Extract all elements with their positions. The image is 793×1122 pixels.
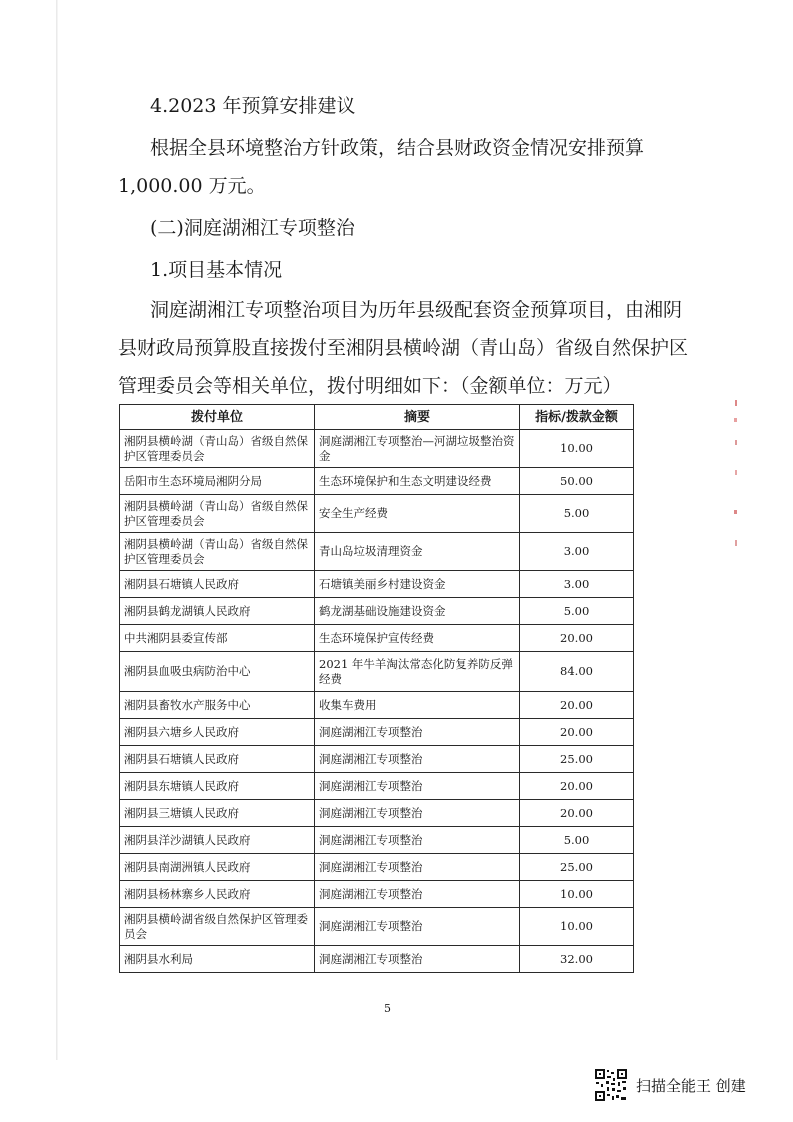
cell-amount: 25.00: [520, 854, 634, 881]
cell-summary: 洞庭湖湘江专项整治: [315, 946, 520, 973]
intro-line-1: 洞庭湖湘江专项整治项目为历年县级配套资金预算项目，由湘阴: [150, 299, 683, 321]
table-header-row: [120, 405, 634, 430]
cell-amount: 10.00: [520, 430, 634, 468]
cell-unit: 湘阴县石塘镇人民政府: [120, 571, 315, 598]
intro-line-3: 管理委员会等相关单位，拨付明细如下：（金额单位：万元）: [118, 375, 622, 397]
cell-amount: 5.00: [520, 598, 634, 625]
cell-summary: 2021 年牛羊淘汰常态化防复养防反弹经费: [315, 652, 520, 692]
cell-unit: 湘阴县六塘乡人民政府: [120, 719, 315, 746]
table-row: [120, 827, 634, 854]
cell-unit: 湘阴县南湖洲镇人民政府: [120, 854, 315, 881]
cell-unit: 湘阴县鹤龙湖镇人民政府: [120, 598, 315, 625]
cell-amount: 5.00: [520, 827, 634, 854]
budget-text-line-2: 1,000.00 万元。: [118, 175, 266, 197]
table-row: [120, 946, 634, 973]
cell-summary: 洞庭湖湘江专项整治: [315, 908, 520, 946]
cell-summary: 鹤龙湖基础设施建设资金: [315, 598, 520, 625]
cell-summary: 洞庭湖湘江专项整治: [315, 773, 520, 800]
cell-amount: 50.00: [520, 468, 634, 495]
cell-amount: 20.00: [520, 800, 634, 827]
table-row: [120, 495, 634, 533]
cell-summary: 生态环境保护宣传经费: [315, 625, 520, 652]
cell-amount: 10.00: [520, 908, 634, 946]
table-row: [120, 692, 634, 719]
cell-summary: 洞庭湖湘江专项整治: [315, 854, 520, 881]
cell-summary: 洞庭湖湘江专项整治: [315, 719, 520, 746]
cell-summary: 洞庭湖湘江专项整治: [315, 881, 520, 908]
scanner-footer: [594, 1068, 746, 1102]
cell-summary: 安全生产经费: [315, 495, 520, 533]
qr-code-icon: [594, 1068, 628, 1102]
table-row: [120, 800, 634, 827]
subsection-title: 1.项目基本情况: [150, 259, 283, 281]
cell-unit: 湘阴县畜牧水产服务中心: [120, 692, 315, 719]
cell-unit: 湘阴县横岭湖（青山岛）省级自然保护区管理委员会: [120, 430, 315, 468]
cell-amount: 3.00: [520, 533, 634, 571]
cell-summary: 生态环境保护和生态文明建设经费: [315, 468, 520, 495]
allocation-table: [119, 404, 633, 973]
cell-unit: 湘阴县横岭湖省级自然保护区管理委员会: [120, 908, 315, 946]
cell-unit: 湘阴县东塘镇人民政府: [120, 773, 315, 800]
cell-summary: 青山岛垃圾清理资金: [315, 533, 520, 571]
cell-amount: 84.00: [520, 652, 634, 692]
budget-text-line-1: 根据全县环境整治方针政策，结合县财政资金情况安排预算: [150, 137, 645, 159]
table-row: [120, 430, 634, 468]
header-amount: 指标/拨款金额: [520, 405, 634, 430]
cell-summary: 洞庭湖湘江专项整治: [315, 827, 520, 854]
table-row: [120, 625, 634, 652]
cell-unit: 湘阴县洋沙湖镇人民政府: [120, 827, 315, 854]
cell-unit: 湘阴县横岭湖（青山岛）省级自然保护区管理委员会: [120, 533, 315, 571]
cell-unit: 湘阴县杨林寨乡人民政府: [120, 881, 315, 908]
cell-summary: 收集车费用: [315, 692, 520, 719]
cell-amount: 3.00: [520, 571, 634, 598]
scanner-watermark-text: 扫描全能王 创建: [636, 1076, 746, 1095]
cell-amount: 5.00: [520, 495, 634, 533]
intro-line-2: 县财政局预算股直接拨付至湘阴县横岭湖（青山岛）省级自然保护区: [118, 337, 689, 359]
cell-unit: 湘阴县水利局: [120, 946, 315, 973]
heading-budget: 4.2023 年预算安排建议: [150, 95, 356, 117]
page-number: 5: [384, 1002, 391, 1015]
cell-amount: 20.00: [520, 773, 634, 800]
cell-amount: 20.00: [520, 625, 634, 652]
table-row: [120, 468, 634, 495]
cell-amount: 25.00: [520, 746, 634, 773]
cell-summary: 洞庭湖湘江专项整治: [315, 746, 520, 773]
table-row: [120, 533, 634, 571]
header-summary: 摘要: [315, 405, 520, 430]
scan-page-edge: [56, 0, 58, 1060]
cell-unit: 中共湘阴县委宣传部: [120, 625, 315, 652]
table-row: [120, 908, 634, 946]
cell-unit: 岳阳市生态环境局湘阴分局: [120, 468, 315, 495]
cell-unit: 湘阴县横岭湖（青山岛）省级自然保护区管理委员会: [120, 495, 315, 533]
table-row: [120, 598, 634, 625]
cell-unit: 湘阴县三塘镇人民政府: [120, 800, 315, 827]
cell-amount: 10.00: [520, 881, 634, 908]
cell-summary: 洞庭湖湘江专项整治: [315, 800, 520, 827]
cell-amount: 20.00: [520, 692, 634, 719]
table-row: [120, 854, 634, 881]
section-title: (二)洞庭湖湘江专项整治: [150, 217, 355, 239]
cell-amount: 32.00: [520, 946, 634, 973]
cell-unit: 湘阴县血吸虫病防治中心: [120, 652, 315, 692]
cell-summary: 石塘镇美丽乡村建设资金: [315, 571, 520, 598]
table-row: [120, 773, 634, 800]
table-row: [120, 719, 634, 746]
header-unit: 拨付单位: [120, 405, 315, 430]
table-row: [120, 652, 634, 692]
cell-amount: 20.00: [520, 719, 634, 746]
table-row: [120, 571, 634, 598]
cell-unit: 湘阴县石塘镇人民政府: [120, 746, 315, 773]
scan-margin-marks: [733, 400, 739, 550]
table-row: [120, 746, 634, 773]
cell-summary: 洞庭湖湘江专项整治—河湖垃圾整治资金: [315, 430, 520, 468]
table-row: [120, 881, 634, 908]
